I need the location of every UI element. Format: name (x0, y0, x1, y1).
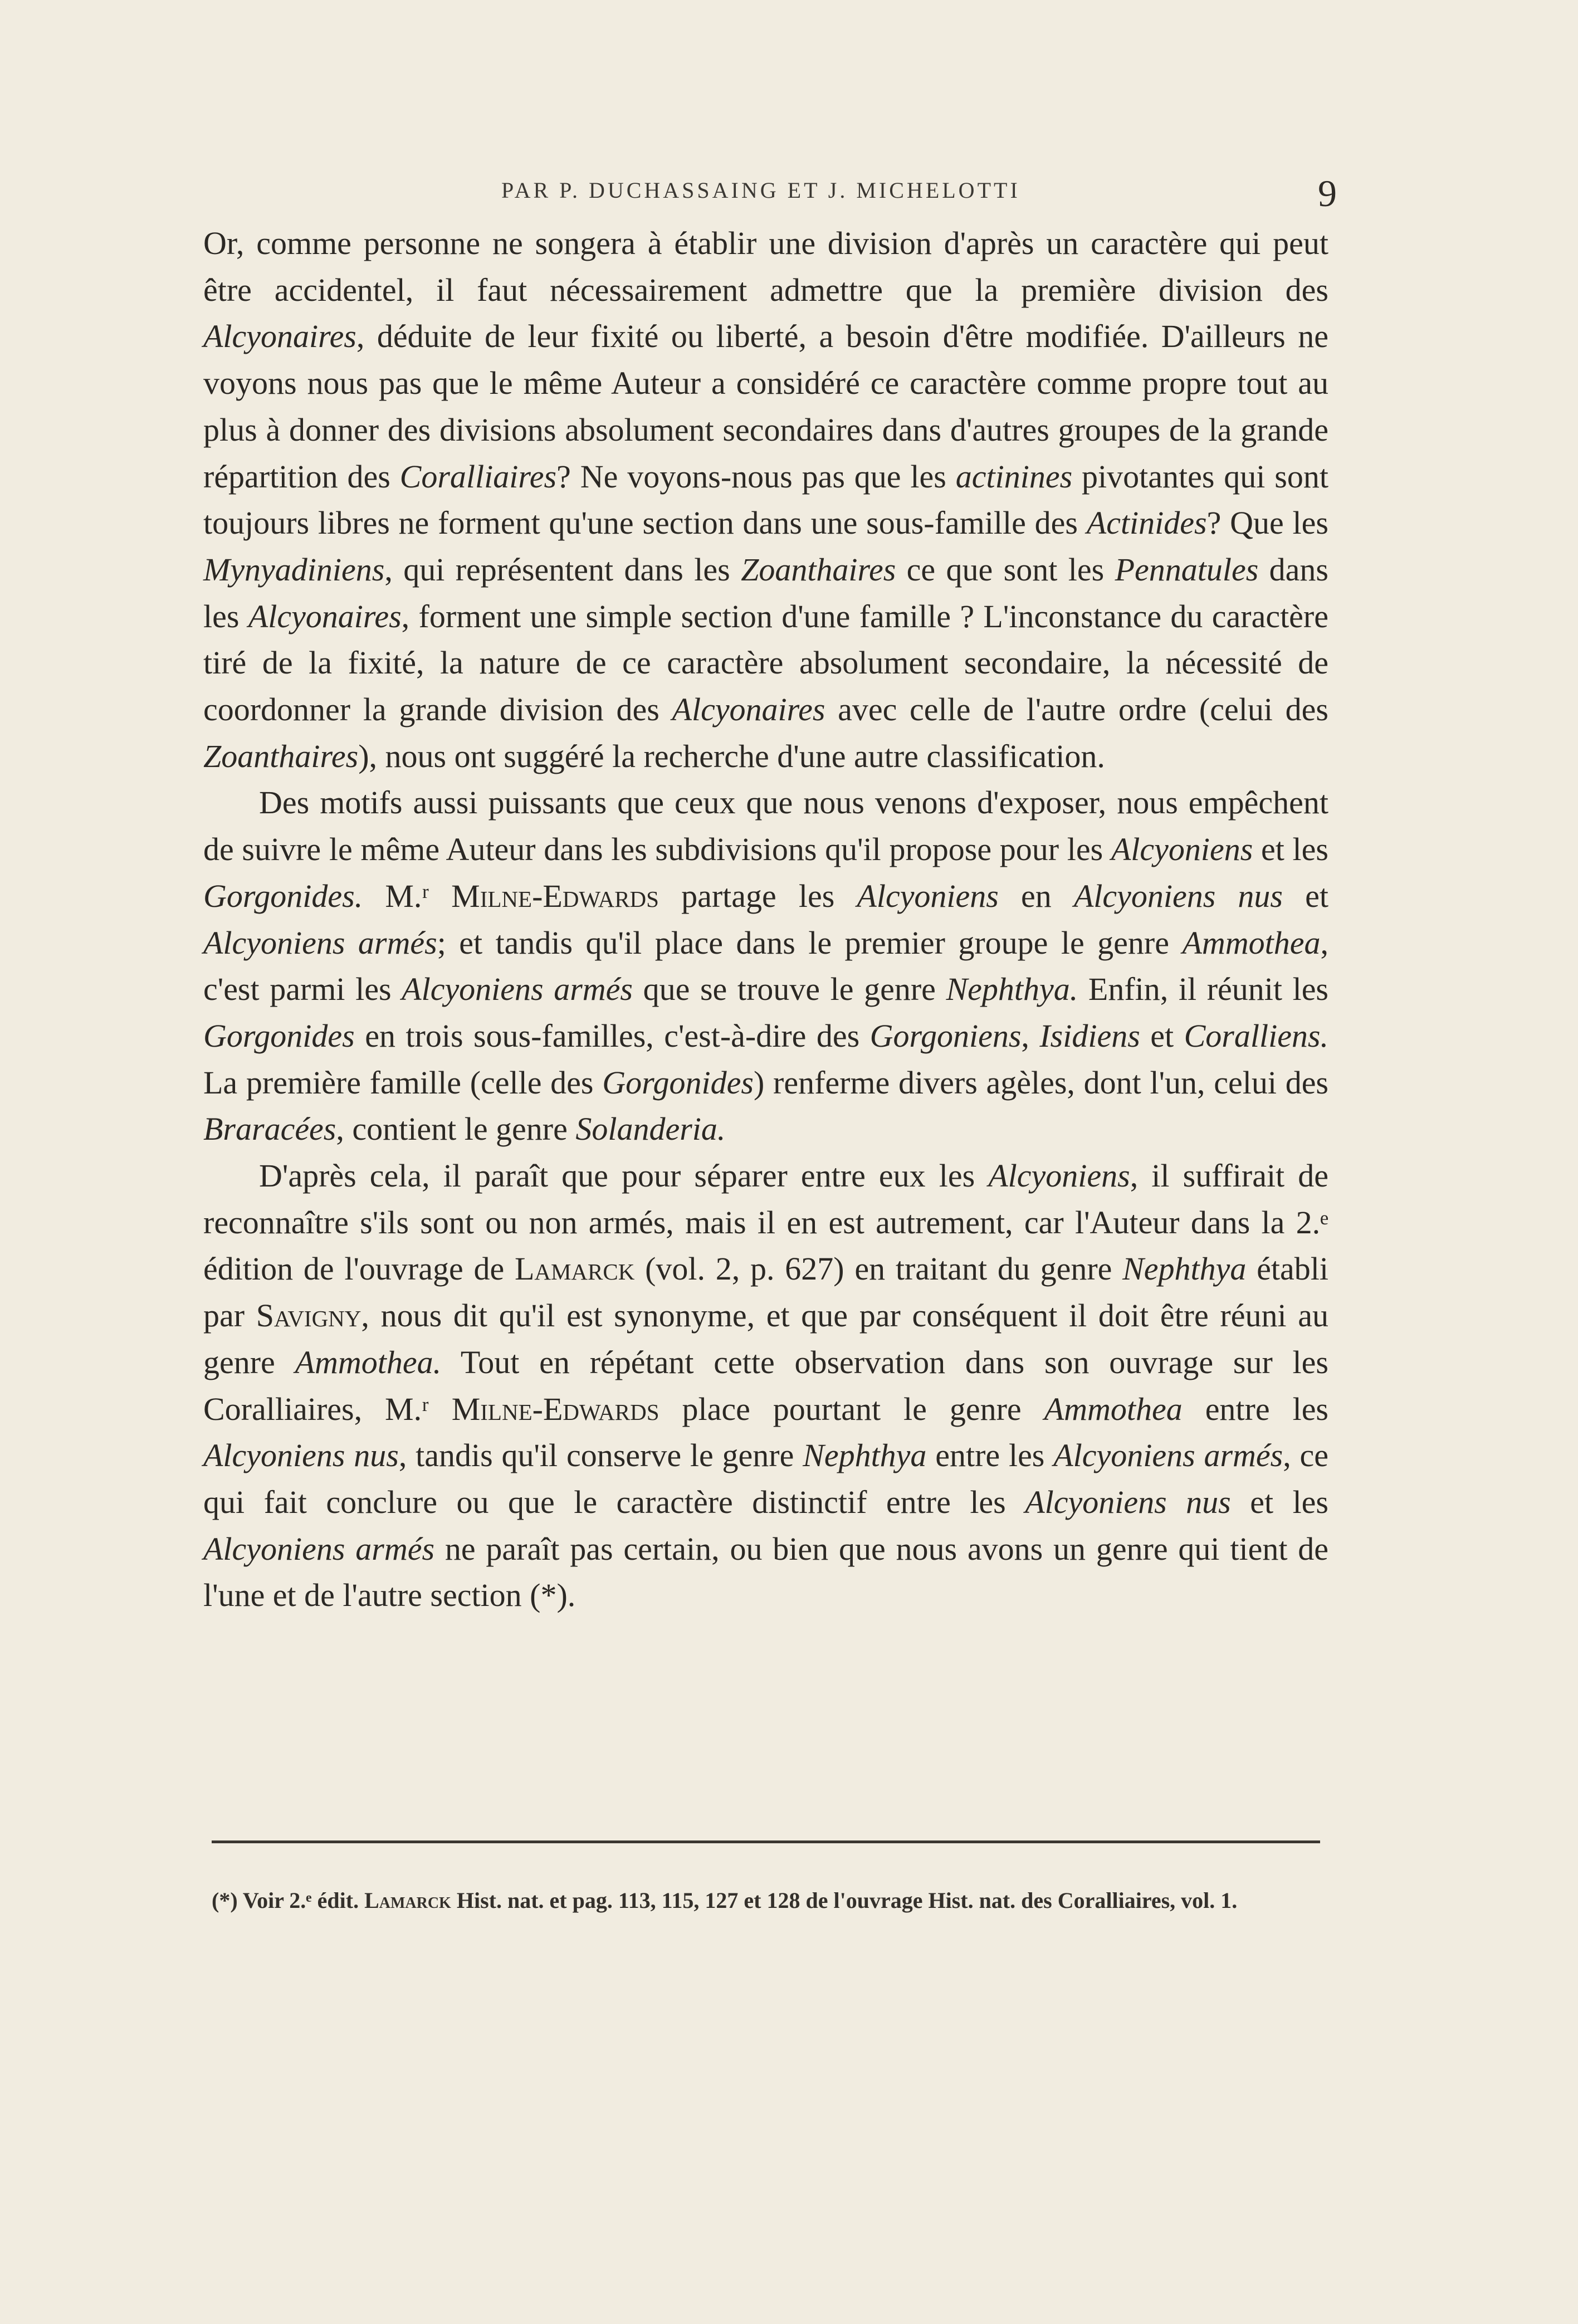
text-run: entre les (926, 1437, 1054, 1474)
text-run: et les (1253, 831, 1328, 868)
text-run: ce que sont les (896, 551, 1115, 588)
text-run: , (1021, 1017, 1040, 1054)
page-header (201, 167, 1342, 228)
page-number: 9 (1318, 172, 1337, 214)
italic-term: Ammothea. (295, 1344, 442, 1380)
italic-term: Alcyonaires (248, 598, 402, 634)
text-run: établi par (203, 1251, 1328, 1334)
text-run: , tandis qu'il conserve le genre (398, 1437, 803, 1474)
italic-term: Alcyoniens nus (1025, 1483, 1231, 1520)
text-run: ne paraît pas certain, ou bien que nous avons un genre qui tient de l'une et de l'autre section (*). (203, 1530, 1328, 1614)
italic-term: Ammothea (1182, 924, 1321, 961)
italic-term: Pennatules (1115, 551, 1259, 588)
italic-term: Alcyoniens (857, 877, 999, 914)
text-run: Tout en répétant cette observation dans son ouvrage sur les Coralliaires, M.ʳ (203, 1344, 1328, 1427)
text-run: , c'est parmi les (203, 924, 1328, 1008)
footnote-text (212, 1885, 1326, 1916)
text-run: et (1140, 1017, 1184, 1054)
italic-term: Alcyoniens armés (1053, 1437, 1283, 1474)
text-run: La première famille (celle des (203, 1064, 603, 1101)
italic-term: Ammothea (1044, 1390, 1183, 1427)
italic-term: Alcyoniens armés (402, 971, 633, 1008)
italic-term: Alcyonaires (203, 318, 356, 355)
text-run: ), nous ont suggéré la recherche d'une autre classification. (358, 738, 1105, 774)
italic-term: Gorgonides (602, 1064, 754, 1101)
italic-term: Zoanthaires (203, 738, 359, 774)
author-name: Milne-Edwards (451, 1390, 659, 1427)
italic-term: Braracées (203, 1111, 336, 1148)
text-run: en trois sous-familles, c'est-à-dire des (354, 1017, 870, 1054)
text-run: , nous dit qu'il est synonyme, et que par conséquent il doit être réuni au genre (203, 1297, 1328, 1380)
italic-term: Coralliaires (399, 458, 557, 495)
text-run: , ce qui fait conclure ou que le caractère distinctif entre les (203, 1437, 1329, 1520)
italic-term: Alcyonaires (672, 691, 825, 728)
text-run: ? Ne voyons-nous pas que les (556, 458, 956, 495)
text-run: et (1283, 877, 1328, 914)
italic-term: Mynyadiniens (203, 551, 385, 588)
italic-term: Nephthya. (946, 971, 1078, 1008)
text-run: pivotantes qui sont toujours libres ne forment qu'une section dans une sous-famille des (203, 458, 1328, 541)
running-head: PAR P. DUCHASSAING ET J. MICHELOTTI (501, 178, 1020, 203)
author-name: Lamarck (364, 1888, 451, 1913)
italic-term: Nephthya (803, 1437, 927, 1474)
text-run: Enfin, il réunit les (1078, 971, 1329, 1008)
text-run: , déduite de leur fixité ou liberté, a besoin d'être modifiée. D'ailleurs ne voyons nous pas que le même Auteur a considéré ce caractère comme propre tout au plus à donner des divisions absolument secondaires dans d'autres groupes de la grande répartition des (203, 318, 1328, 495)
text-run: D'après cela, il paraît que pour séparer entre eux les (259, 1158, 989, 1194)
paragraph-1 (203, 220, 1328, 779)
text-run: , contient le genre (336, 1111, 576, 1148)
text-run: Or, comme personne ne songera à établir une division d'après un caractère qui peut être accidentel, il faut nécessairement admettre que la première division des (203, 225, 1328, 308)
text-run: , il suffirait de reconnaître s'ils sont ou non armés, mais il en est autrement, car l'Auteur dans la 2.ᵉ édition de l'ouvrage de (203, 1158, 1328, 1287)
footnote-rule (212, 1840, 1320, 1843)
italic-term: Alcyoniens (1111, 831, 1253, 868)
italic-term: actinines (955, 458, 1073, 495)
italic-term: Alcyoniens nus (1073, 877, 1283, 914)
text-run: et les (1230, 1483, 1329, 1520)
text-run: que se trouve le genre (633, 971, 946, 1008)
paragraph-2 (203, 779, 1328, 1153)
text-run: Des motifs aussi puissants que ceux que nous venons d'exposer, nous empêchent de suivre le même Auteur dans les subdivisions qu'il propose pour les (203, 784, 1328, 868)
italic-term: Gorgoniens (869, 1017, 1022, 1054)
italic-term: Alcyoniens (988, 1158, 1130, 1194)
italic-term: Alcyoniens armés (203, 924, 437, 961)
text-run: en (998, 877, 1074, 914)
body-text (203, 220, 1328, 1619)
italic-term: Zoanthaires (741, 551, 896, 588)
italic-term: Nephthya (1122, 1251, 1247, 1287)
text-run: (*) Voir 2.ᵉ édit. (212, 1888, 365, 1913)
author-name: Savigny (256, 1297, 361, 1334)
text-run: , forment une simple section d'une famille ? L'inconstance du caractère tiré de la fixité, la nature de ce caractère absolument secondaire, la nécessité de coordonner la grande division des (203, 598, 1328, 728)
italic-term: Actinides (1086, 505, 1207, 541)
text-run: ) renferme divers agèles, dont l'un, celui des (753, 1064, 1329, 1101)
text-run: avec celle de l'autre ordre (celui des (825, 691, 1328, 728)
text-run: partage les (658, 877, 857, 914)
italic-term: Coralliens. (1184, 1017, 1329, 1054)
italic-term: Gorgonides (203, 1017, 355, 1054)
text-run: M.ʳ (363, 877, 452, 914)
text-run: , qui représentent dans les (384, 551, 741, 588)
text-run: place pourtant le genre (659, 1390, 1044, 1427)
text-run: ? Que les (1206, 505, 1328, 541)
author-name: Lamarck (514, 1251, 635, 1287)
italic-term: Gorgonides. (203, 877, 363, 914)
text-run: dans les (203, 551, 1329, 634)
text-run: Hist. nat. et pag. 113, 115, 127 et 128 de l'ouvrage Hist. nat. des Coralliaires, vol. 1. (451, 1888, 1238, 1913)
italic-term: Alcyoniens nus (203, 1437, 399, 1474)
text-run: ; et tandis qu'il place dans le premier groupe le genre (437, 924, 1183, 961)
italic-term: Isidiens (1039, 1017, 1140, 1054)
italic-term: Solanderia. (575, 1111, 726, 1148)
author-name: Milne-Edwards (451, 877, 659, 914)
text-run: entre les (1182, 1390, 1329, 1427)
footnote (212, 1885, 1326, 1916)
paragraph-3 (203, 1153, 1328, 1619)
text-run: (vol. 2, p. 627) en traitant du genre (634, 1251, 1123, 1287)
italic-term: Alcyoniens armés (203, 1530, 435, 1567)
